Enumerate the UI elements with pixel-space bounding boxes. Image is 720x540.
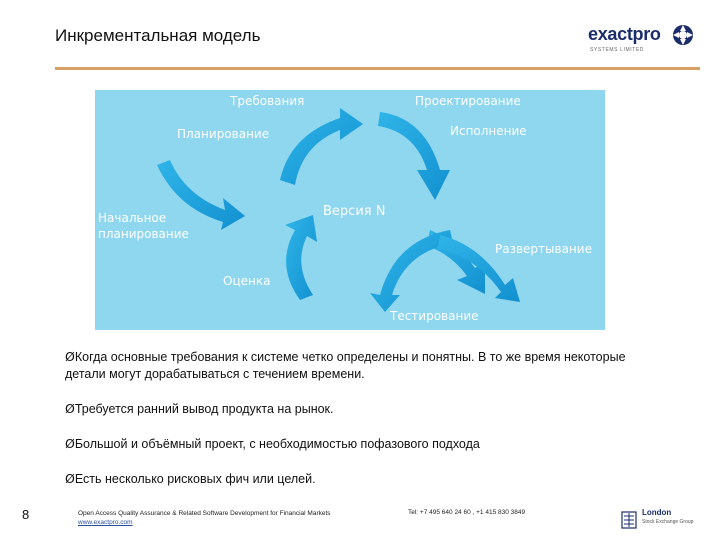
bullet-item: ØБольшой и объёмный проект, с необходимостью пофазового подхода [65,436,480,451]
bullet-marker: Ø [65,349,75,364]
label-requirements: Требования [230,94,305,108]
bullet-item: ØЕсть несколько рисковых фич или целей. [65,471,316,486]
bullet-marker: Ø [65,401,75,416]
lse-crest-icon [620,510,638,530]
page-title: Инкрементальная модель [55,26,261,45]
label-deployment: Развертывание [495,242,592,256]
bullet-list [65,348,665,505]
footer-phones: Tel: +7 495 640 24 60 , +1 415 830 3849 [408,509,526,516]
bullet-marker: Ø [65,471,75,486]
page-number: 8 [22,507,30,522]
header-divider [55,67,700,70]
label-testing: Тестирование [390,309,479,323]
arrow-planning-to-design [280,108,363,185]
lse-name: London [642,508,672,517]
logo-tagline: SYSTEMS LIMITED [590,47,645,53]
logo-wordmark: exactpro [588,24,661,44]
label-initial-planning: Начальное планирование [98,211,189,241]
bullet-item: ØТребуется ранний вывод продукта на рынок. [65,401,334,416]
label-evaluation: Оценка [223,274,271,288]
lse-logo [620,508,700,532]
footer-company-line: Open Access Quality Assurance & Related Software Development for Financial Markets [78,510,331,517]
label-implementation: Исполнение [450,124,527,138]
bullet-marker: Ø [65,436,75,451]
bullet-item: ØКогда основные требования к системе четко определены и понятны. В то же время некоторые детали могут дорабатываться с течением времени. [65,349,626,381]
footer-company [78,509,331,527]
footer-website-link[interactable]: www.exactpro.com [78,519,133,526]
arrow-design-to-implementation [378,112,450,200]
exactpro-logo-icon [672,24,694,46]
label-design: Проектирование [415,94,521,108]
incremental-model-diagram [95,90,605,330]
label-planning: Планирование [177,127,270,141]
label-version: Версия N [323,204,386,219]
exactpro-logo[interactable] [588,24,698,54]
lse-subtitle: Stock Exchange Group [642,519,694,525]
arrow-evaluation-to-planning [285,215,317,300]
